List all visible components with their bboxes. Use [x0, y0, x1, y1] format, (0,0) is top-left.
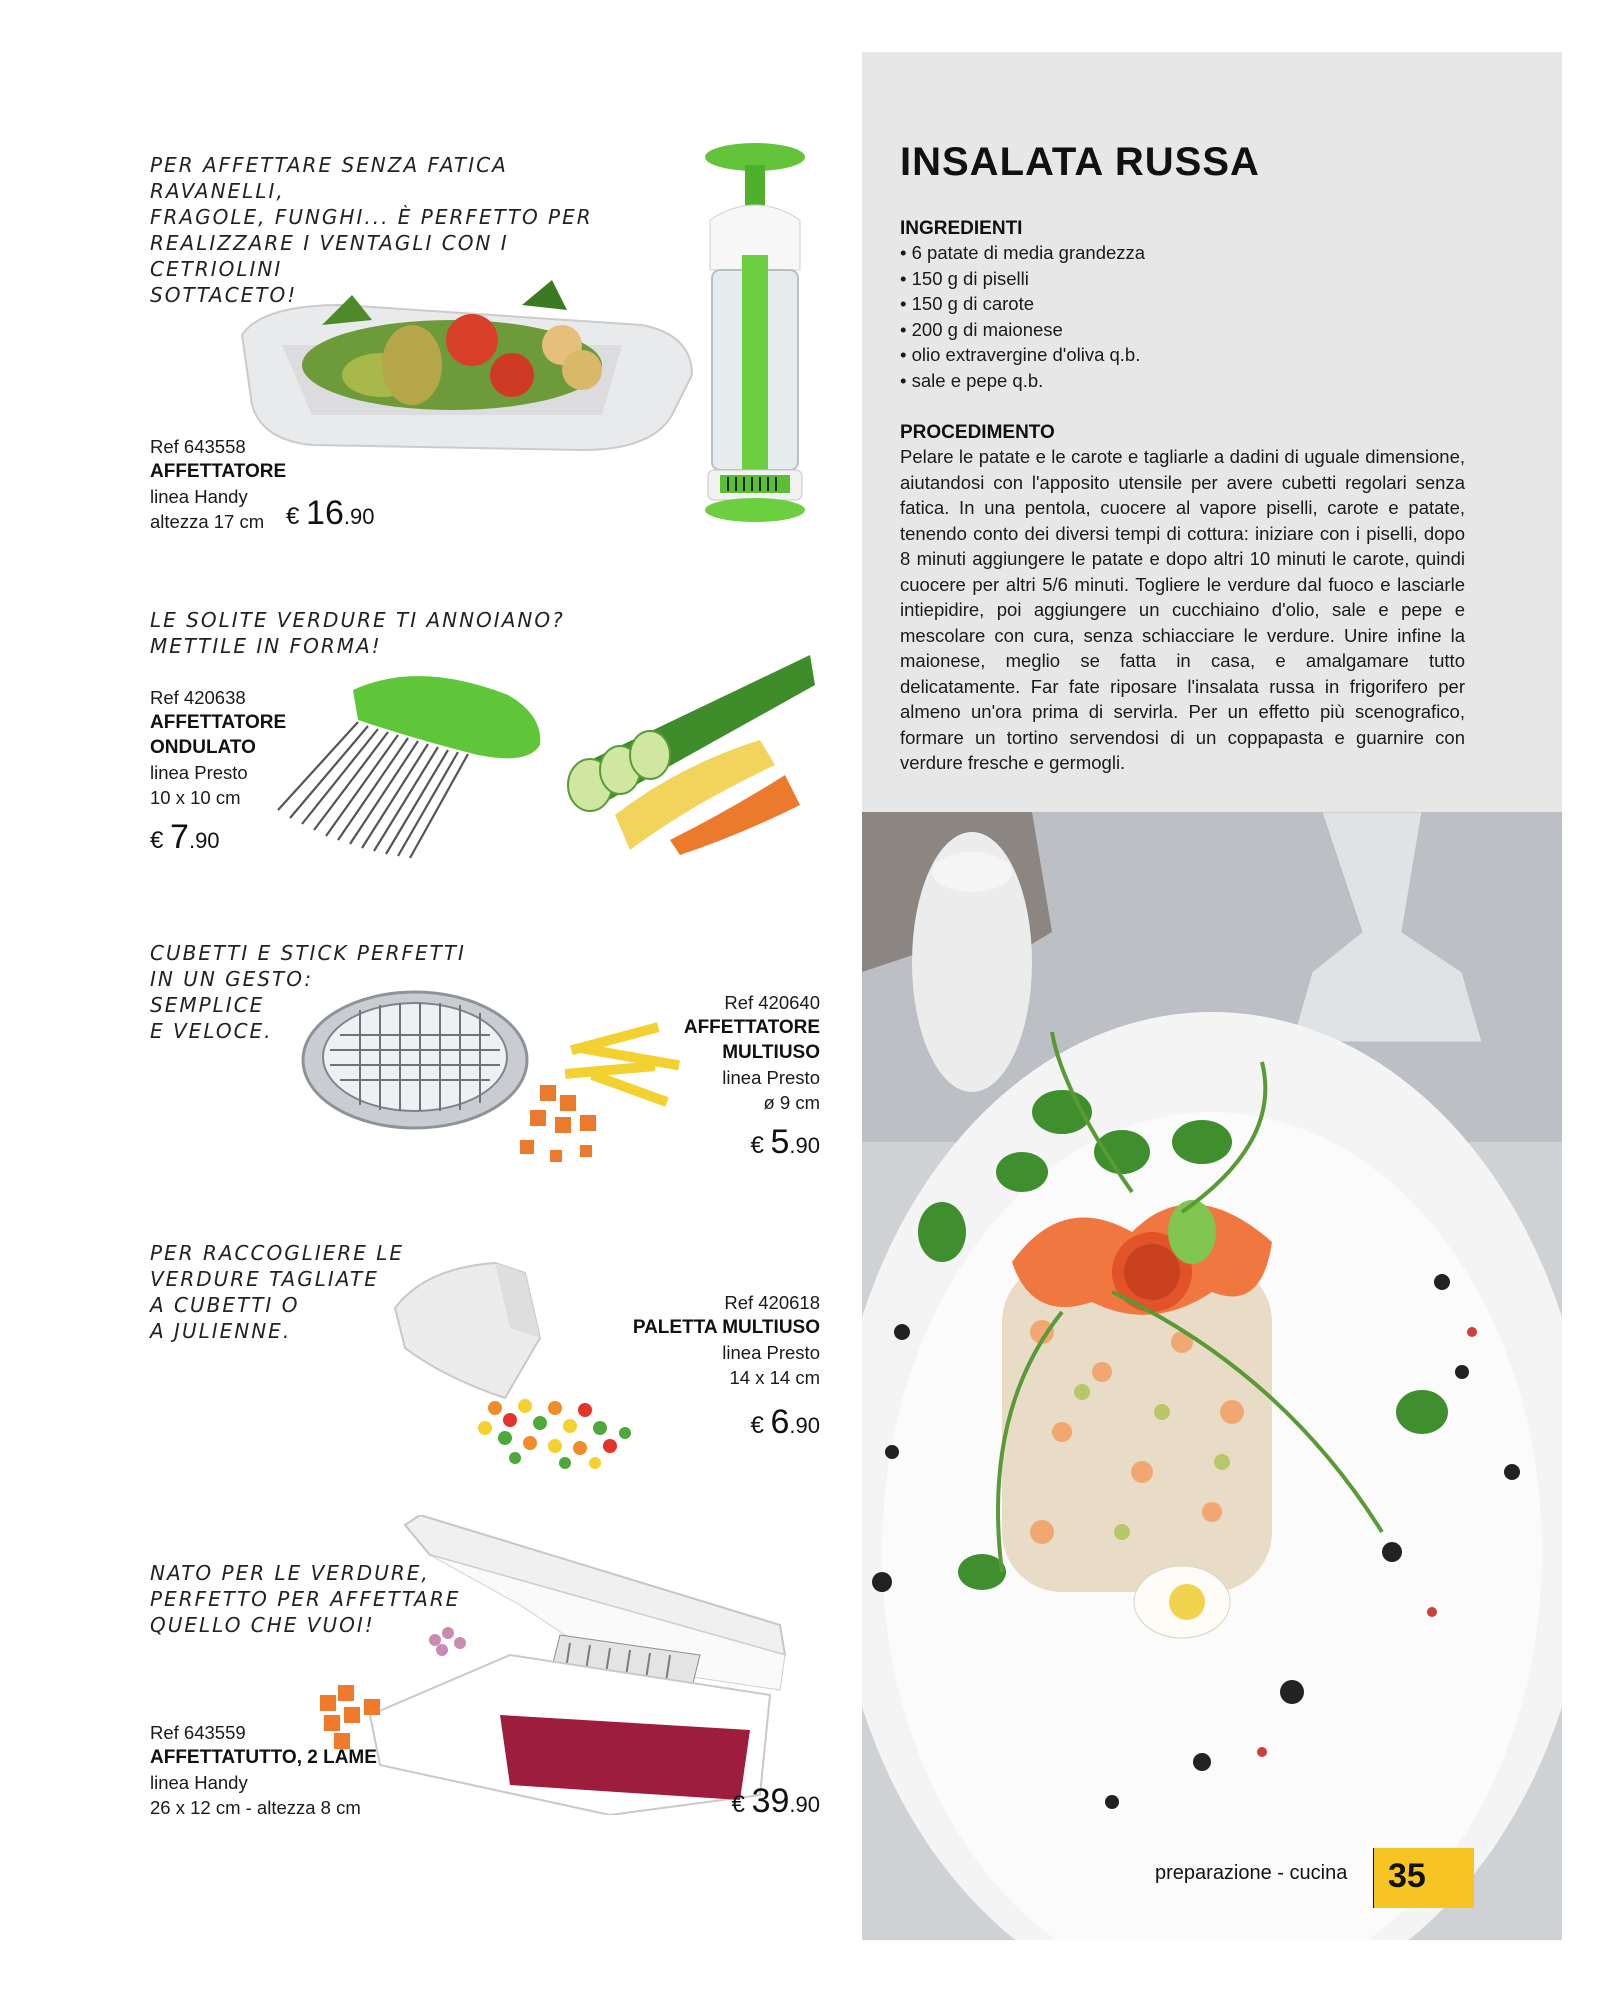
tagline-line: A CUBETTI O	[150, 1293, 300, 1317]
tagline-line: E VELOCE.	[150, 1019, 273, 1043]
ingredient-item: • olio extravergine d'oliva q.b.	[900, 344, 1141, 365]
price-integer: 16	[306, 494, 344, 532]
product-2-name: AFFETTATORE	[150, 712, 287, 733]
product-4-tagline	[150, 1240, 410, 1344]
tagline-line: VERDURE TAGLIATE	[150, 1267, 379, 1291]
tagline-line: SOTTACETO!	[150, 283, 298, 307]
photo-illustration	[862, 812, 1562, 1940]
tagline-line: FRAGOLE, FUNGHI... È PERFETTO PER	[150, 205, 593, 229]
insalata-russa-photo	[862, 812, 1562, 1940]
product-2-tagline	[150, 607, 630, 659]
product-4-size: 14 x 14 cm	[729, 1367, 820, 1388]
product-5-line: linea Handy	[150, 1772, 248, 1793]
product-1-ref: Ref 643558	[150, 436, 246, 457]
price-decimal: .90	[343, 504, 375, 529]
chopper-image	[310, 1515, 800, 1815]
tagline-line: PER AFFETTARE SENZA FATICA RAVANELLI,	[150, 153, 508, 203]
product-3-line: linea Presto	[722, 1067, 820, 1088]
ingredients-section	[900, 218, 1460, 393]
price-decimal: .90	[789, 1792, 820, 1817]
product-3-name-2: MULTIUSO	[722, 1042, 820, 1063]
product-2-price	[150, 818, 220, 857]
procedure-title: PROCEDIMENTO	[900, 422, 1055, 443]
ingredient-item: • sale e pepe q.b.	[900, 369, 1044, 391]
product-2-size: 10 x 10 cm	[150, 787, 241, 808]
product-5-name: AFFETTATUTTO, 2 LAME	[150, 1747, 377, 1768]
price-integer: 5	[770, 1123, 790, 1161]
tagline-line: A JULIENNE.	[150, 1319, 292, 1343]
tagline-line: LE SOLITE VERDURE TI ANNOIANO?	[150, 608, 565, 632]
sliced-vegetables-image	[560, 645, 820, 860]
ingredient-item: • 200 g di maionese	[900, 318, 1063, 340]
price-currency: €	[750, 1412, 764, 1439]
section-label: preparazione - cucina	[1155, 1862, 1348, 1884]
product-2-line: linea Presto	[150, 762, 248, 783]
price-currency: €	[150, 827, 164, 854]
product-3-size: ø 9 cm	[763, 1092, 820, 1113]
product-3-name: AFFETTATORE	[683, 1017, 820, 1038]
product-5-price	[620, 1782, 820, 1821]
price-decimal: .90	[789, 1133, 820, 1158]
page-number: 35	[1374, 1848, 1474, 1908]
tagline-line: PERFETTO PER AFFETTARE	[150, 1587, 461, 1611]
product-1-size: altezza 17 cm	[150, 511, 265, 532]
product-5-ref: Ref 643559	[150, 1722, 246, 1743]
salad-plate-image	[222, 265, 702, 465]
price-integer: 6	[770, 1403, 790, 1441]
product-1-line: linea Handy	[150, 486, 248, 507]
tagline-line: CUBETTI E STICK PERFETTI	[150, 941, 466, 965]
price-integer: 7	[170, 818, 189, 856]
product-4-line: linea Presto	[722, 1342, 820, 1363]
tagline-line: IN UN GESTO:	[150, 967, 314, 991]
slicer-tool-image	[690, 135, 820, 525]
product-2-name-2: ONDULATO	[150, 737, 256, 758]
ingredients-title: INGREDIENTI	[900, 218, 1023, 239]
tagline-line: QUELLO CHE VUOI!	[150, 1613, 375, 1637]
price-decimal: .90	[789, 1413, 820, 1438]
tagline-line: PER RACCOGLIERE LE	[150, 1241, 405, 1265]
product-5-size: 26 x 12 cm - altezza 8 cm	[150, 1797, 361, 1818]
ingredient-item: • 6 patate di media grandezza	[900, 242, 1146, 263]
product-1-price	[286, 494, 374, 533]
procedure-section	[900, 422, 1468, 776]
product-4-ref: Ref 420618	[724, 1292, 820, 1313]
wavy-cutter-image	[268, 660, 558, 860]
product-4-name: PALETTA MULTIUSO	[632, 1317, 820, 1338]
tagline-line: REALIZZARE I VENTAGLI CON I CETRIOLINI	[150, 231, 509, 281]
product-4-price	[620, 1403, 820, 1442]
price-currency: €	[731, 1791, 745, 1818]
ingredient-item: • 150 g di piselli	[900, 267, 1029, 289]
ingredients-list	[900, 240, 1460, 393]
price-integer: 39	[751, 1782, 790, 1820]
product-1-name: AFFETTATORE	[150, 461, 287, 482]
ingredient-item: • 150 g di carote	[900, 293, 1035, 314]
tagline-line: METTILE IN FORMA!	[150, 634, 382, 658]
tagline-line: NATO PER LE VERDURE,	[150, 1561, 430, 1585]
price-currency: €	[750, 1132, 764, 1159]
recipe-title: INSALATA RUSSA	[900, 140, 1260, 184]
product-2-ref: Ref 420638	[150, 687, 246, 708]
product-3-ref: Ref 420640	[724, 992, 820, 1013]
price-currency: €	[286, 503, 300, 530]
product-3-price	[620, 1123, 820, 1162]
price-decimal: .90	[188, 828, 220, 853]
procedure-text: Pelare le patate e le carote e tagliarle a dadini di uguale dimensione, aiutandosi con l'apposito utensile per avere cubetti regolari senza fatica. In una pentola, cuocere al vapore piselli, carote e patate, tenendo conto dei diversi tempi di cottura: iniziare con i piselli, dopo 8 minuti aggiungere le patate e dopo altri 10 minuti le carote, quindi cuocere per altri 5/6 minuti. Togliere le verdure dal fuoco e lasciarle intiepidire, poi aggiungere un cucchiaino d'olio, sale e pepe e mescolare con cura, senza schiacciare le verdure. Unire infine la maionese, meglio se fatta in casa, e amalgamare tutto delicatamente. Far fate riposare l'insalata russa in frigorifero per almeno un'ora prima di servirla. Per un effetto più scenografico, formare un tortino servendosi di un coppapasta e guarnire con verdure fresche e germogli.	[900, 446, 1465, 773]
tagline-line: SEMPLICE	[150, 993, 265, 1017]
